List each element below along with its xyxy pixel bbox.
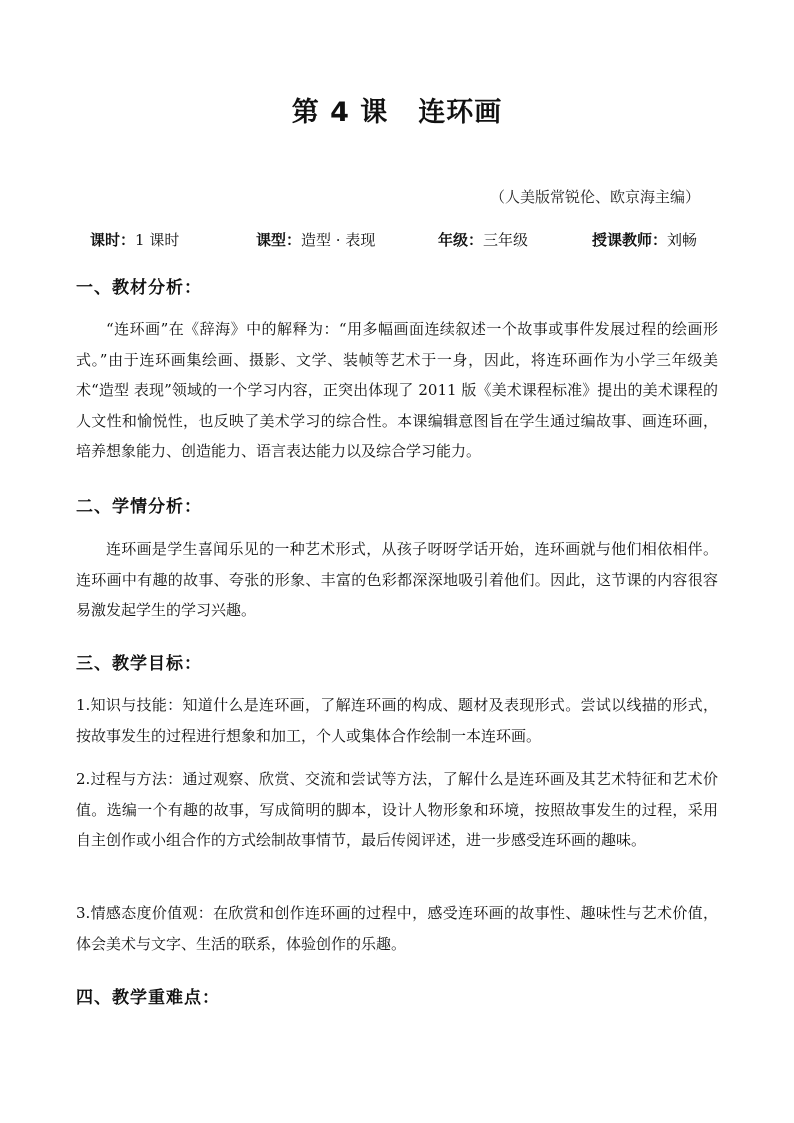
- lesson-meta: [90, 229, 710, 249]
- textbook-source: （人美版常锐伦、欧京海主编）: [489, 188, 700, 206]
- section-heading-textbook-analysis: 一、教材分析：: [76, 278, 202, 298]
- meta-grade: [438, 229, 528, 250]
- meta-grade-value: 三年级: [483, 231, 529, 249]
- goal-process-methods: 2.过程与方法：通过观察、欣赏、交流和尝试等方法，了解什么是连环画及其艺术特征和艺术价值。选编一个有趣的故事，写成简明的脚本，设计人物形象和环境，按照故事发生的过程，采用自主创作或小组合作的方式绘制故事情节，最后传阅评述，进一步感受连环画的趣味。: [76, 770, 718, 849]
- section-paragraph: 连环画是学生喜闻乐见的一种艺术形式，从孩子呀呀学话开始，连环画就与他们相依相伴。连环画中有趣的故事、夸张的形象、丰富的色彩都深深地吸引着他们。因此，这节课的内容很容易激发起学生的学习兴趣。: [76, 540, 718, 619]
- meta-type-value: 造型 · 表现: [301, 231, 376, 249]
- section-heading-key-difficulties: 四、教学重难点：: [76, 988, 220, 1008]
- goal-knowledge-skills: 1.知识与技能：知道什么是连环画，了解连环画的构成、题材及表现形式。尝试以线描的形式，按故事发生的过程进行想象和加工，个人或集体合作绘制一本连环画。: [76, 696, 718, 745]
- meta-teacher: [592, 229, 697, 250]
- section-heading-student-analysis: 二、学情分析：: [76, 497, 202, 517]
- section-paragraph: “连环画”在《辞海》中的解释为：“用多幅画面连续叙述一个故事或事件发展过程的绘画形式。”由于连环画集绘画、摄影、文学、装帧等艺术于一身，因此，将连环画作为小学三年级美术“造型 表现”领域的一个学习内容，正突出体现了 2011 版《美术课程标准》提出的美术课程的人文性和愉悦性，也反映了美术学习的综合性。本课编辑意图旨在学生通过编故事、画连环画，培养想象能力、创造能力、语言表达能力以及综合学习能力。: [76, 320, 718, 460]
- meta-grade-label: 年级：: [438, 231, 484, 249]
- goal-emotion-values: 3.情感态度价值观：在欣赏和创作连环画的过程中，感受连环画的故事性、趣味性与艺术价值，体会美术与文字、生活的联系，体验创作的乐趣。: [76, 904, 718, 953]
- page-title: [0, 90, 794, 129]
- section-heading-teaching-goals: 三、教学目标：: [76, 654, 202, 674]
- meta-period: [90, 229, 179, 250]
- lesson-number: 第 4 课: [291, 97, 389, 128]
- meta-teacher-label: 授课教师：: [592, 231, 668, 249]
- meta-period-label: 课时：: [90, 231, 136, 249]
- meta-type: [256, 229, 375, 250]
- meta-teacher-value: 刘畅: [667, 231, 698, 249]
- meta-period-value: 1 课时: [135, 231, 180, 249]
- meta-type-label: 课型：: [256, 231, 302, 249]
- lesson-name: 连环画: [418, 97, 503, 128]
